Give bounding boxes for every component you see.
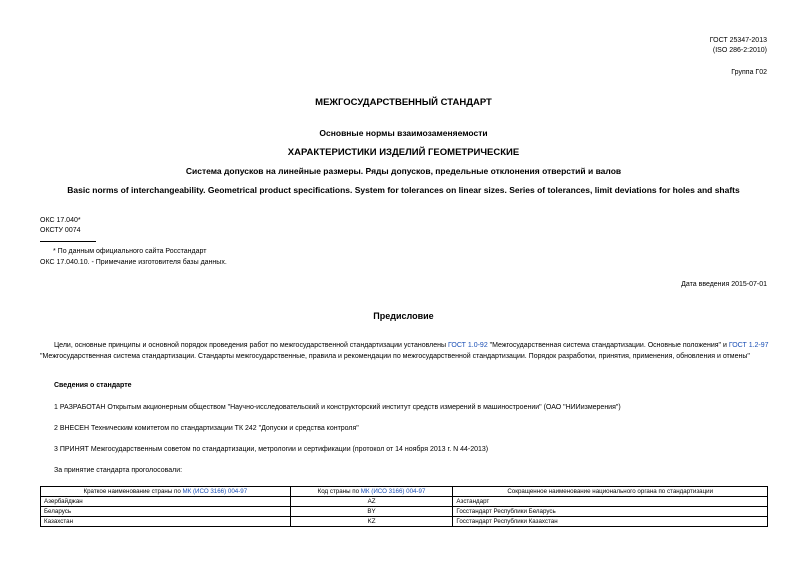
foreword-paragraph — [40, 341, 770, 362]
footnote-line-2: ОКС 17.040.10. - Примечание изготовителя базы данных. — [40, 259, 227, 266]
gost-1-0-92-link[interactable]: ГОСТ 1.0-92 — [447, 342, 488, 349]
english-title: Basic norms of interchangeability. Geometrical product specifications. System for tolerances on linear sizes. Series of tolerances, limit deviations for holes and shafts — [67, 185, 740, 195]
gost-1-2-97-link[interactable]: ГОСТ 1.2-97 — [728, 342, 769, 349]
country-code-header-text: Код страны по — [317, 487, 361, 495]
table-row — [41, 517, 768, 527]
country-code-header — [290, 487, 453, 497]
foreword-text-3: "Межгосударственная система стандартизации. Стандарты межгосударственные, правила и рекомендации по межгосударственной стандартизации. Порядок разработки, принятия, применения, обновления и отмены" — [40, 352, 750, 360]
table-row — [41, 497, 768, 507]
table-header-row — [41, 487, 768, 497]
countries-table — [40, 486, 768, 527]
okstu-code: ОКСТУ 0074 — [40, 227, 81, 234]
oks-code: ОКС 17.040* — [40, 217, 81, 224]
country-cell: Казахстан — [41, 517, 291, 527]
voted-label: За принятие стандарта проголосовали: — [54, 467, 183, 474]
table-row — [41, 507, 768, 517]
group-label: Группа Г02 — [731, 69, 767, 76]
footnote-line-1: * По данным официального сайта Росстандарт — [53, 248, 207, 255]
organ-cell: Госстандарт Республики Беларусь — [453, 507, 768, 517]
system-title: Система допусков на линейные размеры. Ряды допусков, предельные отклонения отверстий и валов — [185, 166, 622, 176]
organ-cell: Азстандарт — [453, 497, 768, 507]
info-item-1: 1 РАЗРАБОТАН Открытым акционерным обществом "Научно-исследовательский и конструкторский институт средств измерений в машиностроении" (ОАО "НИИизмерения") — [54, 404, 621, 411]
country-cell: Азербайджан — [41, 497, 291, 507]
code-cell: KZ — [290, 517, 453, 527]
organ-cell: Госстандарт Республики Казахстан — [453, 517, 768, 527]
introduction-date: Дата введения 2015-07-01 — [681, 281, 767, 288]
country-name-header — [41, 487, 291, 497]
foreword-text-2: "Межгосударственная система стандартизации. Основные положения" и — [487, 342, 729, 349]
gost-number: ГОСТ 25347-2013 — [709, 37, 767, 44]
info-item-3: 3 ПРИНЯТ Межгосударственным советом по стандартизации, метрологии и сертификации (протокол от 14 ноября 2013 г. N 44-2013) — [54, 446, 489, 453]
iso-number: (ISO 286-2:2010) — [712, 47, 767, 54]
code-cell: BY — [290, 507, 453, 517]
main-topic-title: Основные нормы взаимозаменяемости — [319, 128, 488, 138]
mk-iso-link-1[interactable]: МК (ИСО 3166) 004-97 — [182, 487, 248, 495]
footnote-divider — [40, 241, 96, 242]
organ-name-header: Сокращенное наименование национального органа по стандартизации — [453, 487, 768, 497]
characteristics-title: ХАРАКТЕРИСТИКИ ИЗДЕЛИЙ ГЕОМЕТРИЧЕСКИЕ — [287, 147, 520, 158]
foreword-text-1: Цели, основные принципы и основной порядок проведения работ по межгосударственной стандартизации установлены — [54, 342, 448, 349]
standard-type-title: МЕЖГОСУДАРСТВЕННЫЙ СТАНДАРТ — [315, 97, 492, 108]
mk-iso-link-2[interactable]: МК (ИСО 3166) 004-97 — [360, 487, 426, 495]
info-item-2: 2 ВНЕСЕН Техническим комитетом по стандартизации ТК 242 "Допуски и средства контроля" — [54, 425, 359, 432]
country-cell: Беларусь — [41, 507, 291, 517]
code-cell: AZ — [290, 497, 453, 507]
country-name-header-text: Краткое наименование страны по — [83, 487, 183, 495]
foreword-heading: Предисловие — [373, 311, 434, 321]
standard-info-heading: Сведения о стандарте — [54, 382, 132, 389]
